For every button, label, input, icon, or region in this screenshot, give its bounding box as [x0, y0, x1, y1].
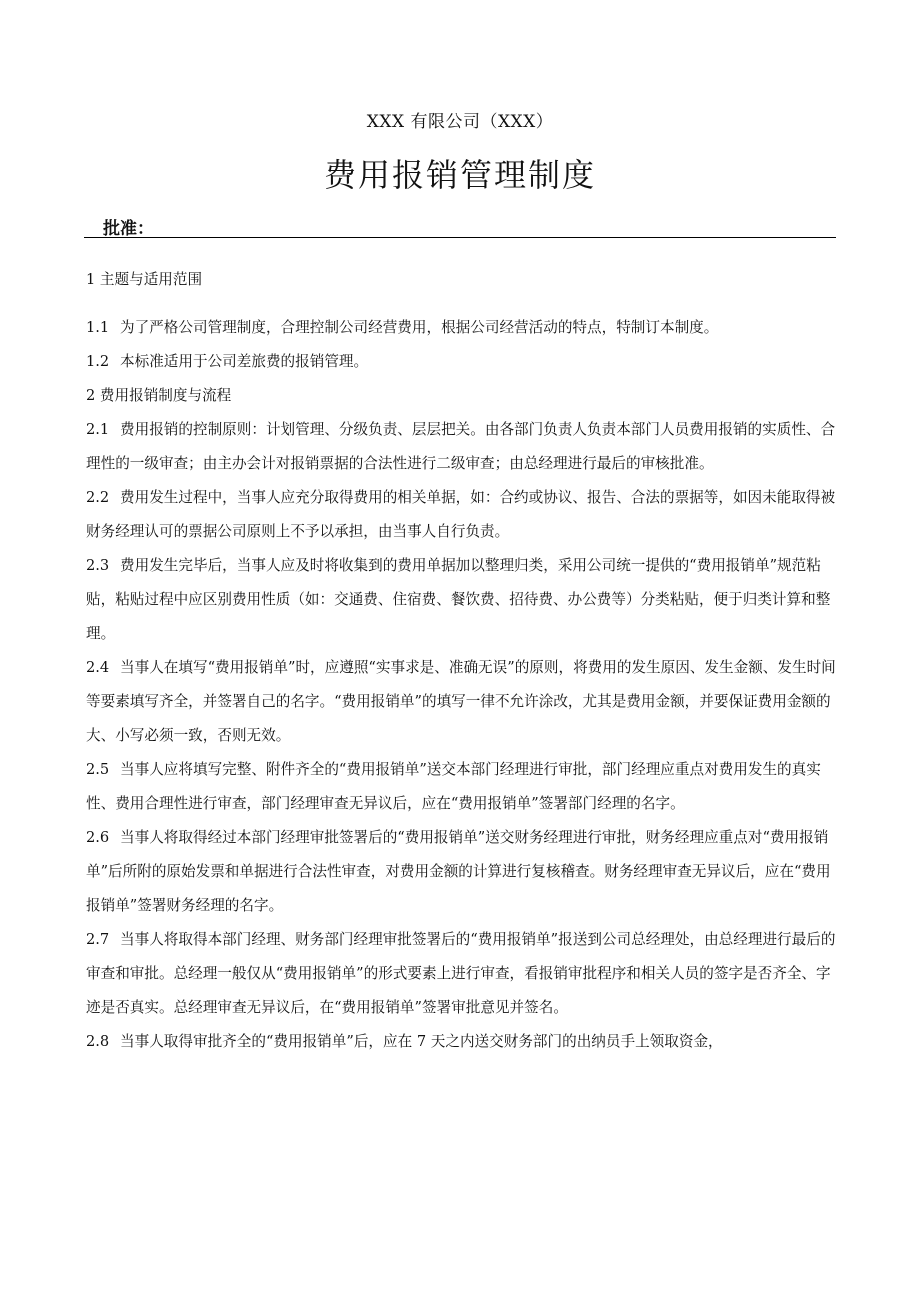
section-heading-2: 2 费用报销制度与流程	[86, 387, 232, 404]
clause-2-2	[86, 481, 838, 549]
clause-number: 2.1	[86, 421, 110, 438]
clause-2-7	[86, 923, 838, 1025]
clause-2-1	[86, 413, 838, 481]
clause-text: 当事人在填写“费用报销单”时，应遵照“实事求是、准确无误”的原则，将费用的发生原因、发生金额、发生时间等要素填写齐全，并签署自己的名字。“费用报销单”的填写一律不允许涂改，尤其是费用金额，并要保证费用金额的大、小写必须一致，否则无效。	[86, 659, 836, 744]
clause-2-8	[86, 1025, 838, 1059]
clause-1-1	[86, 311, 838, 345]
document-title: 费用报销管理制度	[323, 156, 596, 194]
clause-number: 2.4	[86, 659, 110, 676]
clause-2-5	[86, 753, 838, 821]
clause-2-4	[86, 651, 838, 753]
clause-number: 2.6	[86, 829, 110, 846]
clause-text: 为了严格公司管理制度，合理控制公司经营费用，根据公司经营活动的特点，特制订本制度。	[120, 319, 719, 336]
document-body	[86, 263, 838, 1059]
clause-2-6	[86, 821, 838, 923]
company-name: XXX 有限公司（XXX）	[366, 112, 554, 132]
section-heading-1: 1 主题与适用范围	[86, 271, 203, 288]
clause-text: 费用发生完毕后，当事人应及时将收集到的费用单据加以整理归类，采用公司统一提供的“费用报销单”规范粘贴，粘贴过程中应区别费用性质（如：交通费、住宿费、餐饮费、招待费、办公费等）分类粘贴，便于归类计算和整理。	[86, 557, 831, 642]
clause-1-2	[86, 345, 838, 379]
clause-text: 当事人将取得经过本部门经理审批签署后的“费用报销单”送交财务经理进行审批，财务经理应重点对“费用报销单”后所附的原始发票和单据进行合法性审查，对费用金额的计算进行复核稽查。财务经理审查无异议后，应在“费用报销单”签署财务经理的名字。	[86, 829, 831, 914]
clause-number: 2.5	[86, 761, 110, 778]
clause-text: 本标准适用于公司差旅费的报销管理。	[120, 353, 369, 370]
clause-text: 费用发生过程中，当事人应充分取得费用的相关单据，如：合约或协议、报告、合法的票据等，如因未能取得被财务经理认可的票据公司原则上不予以承担，由当事人自行负责。	[86, 489, 836, 540]
header-divider	[84, 237, 836, 238]
clause-number: 1.2	[86, 353, 110, 370]
clause-number: 2.8	[86, 1033, 110, 1050]
clause-text: 当事人取得审批齐全的“费用报销单”后，应在 7 天之内送交财务部门的出纳员手上领取资金，	[120, 1033, 723, 1050]
clause-2-3	[86, 549, 838, 651]
approval-label: 批准：	[103, 219, 154, 239]
clause-number: 2.2	[86, 489, 110, 506]
clause-number: 2.7	[86, 931, 110, 948]
clause-text: 当事人应将填写完整、附件齐全的“费用报销单”送交本部门经理进行审批，部门经理应重点对费用发生的真实性、费用合理性进行审查，部门经理审查无异议后，应在“费用报销单”签署部门经理的名字。	[86, 761, 821, 812]
clause-text: 费用报销的控制原则：计划管理、分级负责、层层把关。由各部门负责人负责本部门人员费用报销的实质性、合理性的一级审查；由主办会计对报销票据的合法性进行二级审查；由总经理进行最后的审核批准。	[86, 421, 836, 472]
clause-text: 当事人将取得本部门经理、财务部门经理审批签署后的“费用报销单”报送到公司总经理处，由总经理进行最后的审查和审批。总经理一般仅从“费用报销单”的形式要素上进行审查，看报销审批程序和相关人员的签字是否齐全、字迹是否真实。总经理审查无异议后，在“费用报销单”签署审批意见并签名。	[86, 931, 836, 1016]
clause-number: 1.1	[86, 319, 110, 336]
clause-number: 2.3	[86, 557, 110, 574]
